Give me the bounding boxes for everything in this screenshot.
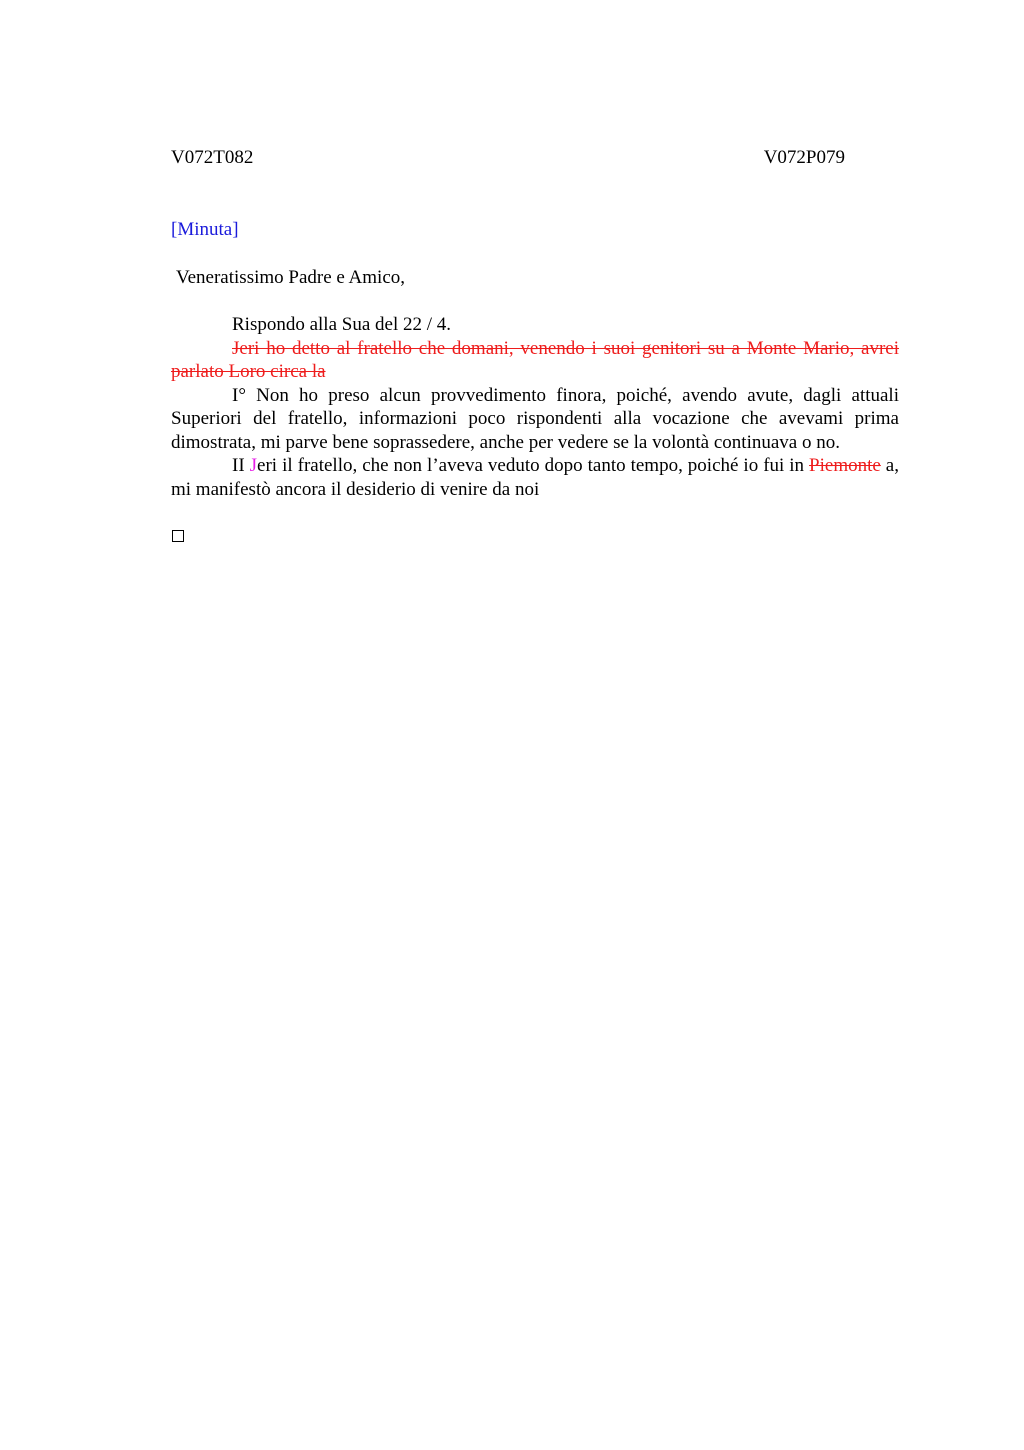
point-two-numeral: II <box>232 455 250 476</box>
point-two-text: eri il fratello, che non l’aveva veduto dopo tanto tempo, poiché io fui in <box>257 455 810 476</box>
paragraph-deleted <box>171 337 899 384</box>
deleted-text: Jeri ho detto al fratello che domani, venendo i suoi genitori su a Monte Mario, avrei parlato Loro circa la <box>171 337 899 382</box>
checkbox-icon <box>172 530 184 542</box>
document-code-left: V072T082 <box>171 147 254 168</box>
deleted-word: Piemonte <box>809 455 881 476</box>
paragraph-point-two <box>171 454 899 501</box>
header-row <box>171 146 845 170</box>
minuta-label: [Minuta] <box>171 219 239 240</box>
paragraph-reply: Rispondo alla Sua del 22 / 4. <box>232 314 452 335</box>
document-page <box>171 0 899 1450</box>
inserted-initial: J <box>249 455 258 476</box>
point-two-ending: a, mi manifestò ancora il desiderio di venire da noi <box>171 455 899 500</box>
document-code-right: V072P079 <box>763 147 845 168</box>
paragraph-point-one: I° Non ho preso alcun provvedimento finora, poiché, avendo avute, dagli attuali Superiori del fratello, informazioni poco rispondenti alla vocazione che avevami prima dimostrata, mi parve bene soprassedere, anche per vedere se la volontà continuava o no. <box>171 384 899 453</box>
salutation: Veneratissimo Padre e Amico, <box>176 267 406 288</box>
letter-body <box>171 313 899 501</box>
